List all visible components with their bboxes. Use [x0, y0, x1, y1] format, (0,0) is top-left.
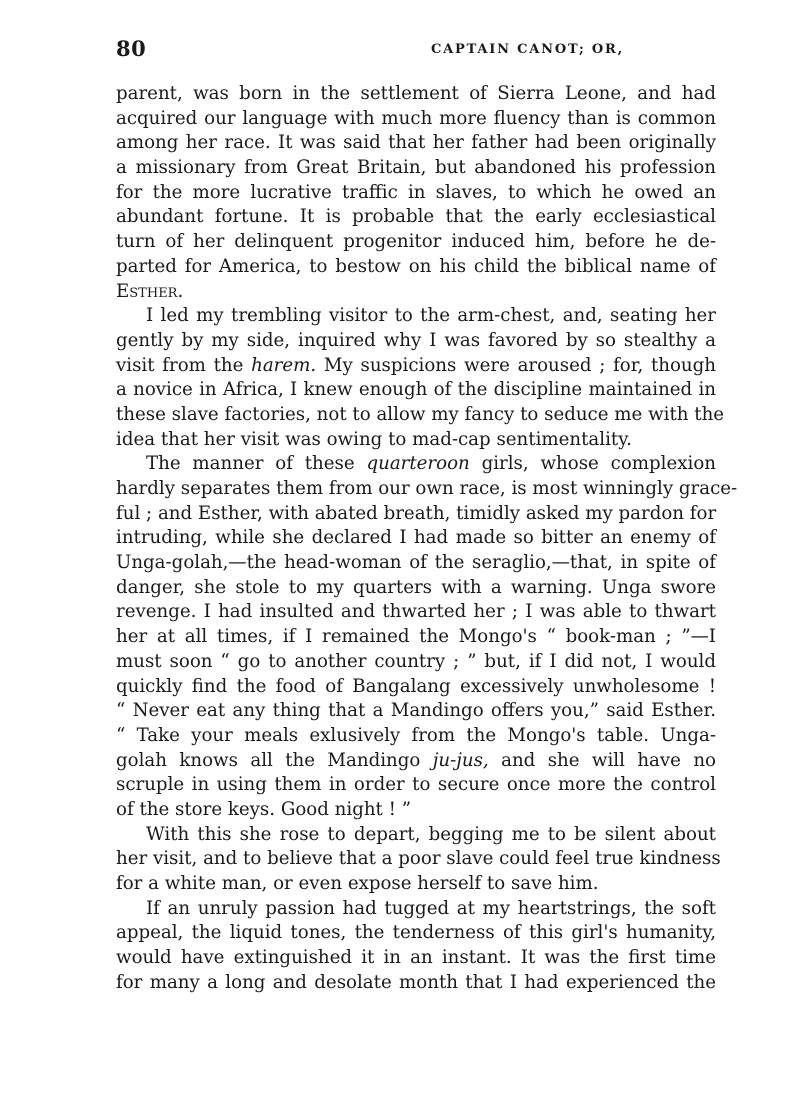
- text-line: “ Take your meals exlusively from the Mongo's table. Unga-: [116, 724, 716, 746]
- text-line: quickly find the food of Bangalang excessively unwholesome !: [116, 675, 716, 697]
- text-line: turn of her delinquent progenitor induced him, before he de-: [116, 231, 716, 253]
- text-line: for many a long and desolate month that I had experienced the: [116, 971, 716, 993]
- text-run: golah knows all the Mandingo: [116, 749, 433, 771]
- text-line: acquired our language with much more fluency than is common: [116, 107, 716, 129]
- text-line: idea that her visit was owing to mad-cap sentimentality.: [116, 428, 632, 450]
- text-line: hardly separates them from our own race, is most winningly grace-: [116, 478, 738, 499]
- text-line: her visit, and to believe that a poor slave could feel true kindness: [116, 848, 721, 870]
- paragraph-start: I led my trembling visitor to the arm-chest, and, seating her: [146, 305, 716, 327]
- text-line: intruding, while she declared I had made so bitter an enemy of: [116, 527, 716, 549]
- italic-word: quarteroon: [366, 453, 470, 475]
- body-text: [116, 82, 738, 995]
- text-line: would have extinguished it in an instant. It was the first time: [116, 947, 716, 969]
- text-line: a novice in Africa, I knew enough of the discipline maintained in: [116, 379, 716, 401]
- text-run: and she will have no: [488, 749, 716, 771]
- text-run: The manner of these: [146, 453, 367, 475]
- text-line: abundant fortune. It is probable that the early ecclesiastical: [116, 206, 716, 228]
- text-line: parted for America, to bestow on his child the biblical name of: [116, 255, 716, 277]
- italic-word: ju-jus,: [432, 749, 489, 771]
- text-line: [116, 749, 716, 774]
- text-run: visit from the: [116, 354, 252, 376]
- text-line: her at all times, if I remained the Mongo's “ book-man ; ”—I: [116, 626, 716, 648]
- text-line: appeal, the liquid tones, the tenderness of this girl's humanity,: [116, 922, 716, 944]
- text-line: revenge. I had insulted and thwarted her ; I was able to thwart: [116, 601, 716, 623]
- text-line: parent, was born in the settlement of Sierra Leone, and had: [116, 83, 716, 104]
- text-line: Esther.: [116, 280, 184, 302]
- text-line: Unga-golah,—the head-woman of the seraglio,—that, in spite of: [116, 552, 716, 574]
- text-line: ful ; and Esther, with abated breath, timidly asked my pardon for: [116, 502, 717, 524]
- text-line: danger, she stole to my quarters with a warning. Unga swore: [116, 576, 716, 598]
- italic-word: harem.: [251, 354, 317, 376]
- text-line: gently by my side, inquired why I was favored by so stealthy a: [116, 329, 716, 351]
- text-line: a missionary from Great Britain, but abandoned his profession: [116, 157, 716, 179]
- text-line: among her race. It was said that her father had been originally: [116, 132, 716, 154]
- page-header: [116, 36, 716, 66]
- text-line: for the more lucrative traffic in slaves, to which he owed an: [116, 181, 716, 203]
- running-head: CAPTAIN CANOT; OR,: [431, 42, 624, 57]
- text-run: girls, whose complexion: [469, 453, 716, 475]
- text-line: these slave factories, not to allow my fancy to seduce me with the: [116, 403, 725, 425]
- text-line: “ Never eat any thing that a Mandingo offers you,” said Esther.: [116, 700, 716, 722]
- text-line: scruple in using them in order to secure once more the control: [116, 774, 716, 796]
- paragraph-start: [116, 452, 716, 477]
- text-line: must soon “ go to another country ; ” but, if I did not, I would: [116, 650, 716, 672]
- text-line: [116, 354, 716, 379]
- text-line: of the store keys. Good night ! ”: [116, 798, 412, 820]
- paragraph-start: With this she rose to depart, begging me to be silent about: [146, 823, 716, 845]
- text-run: My suspicions were aroused ; for, though: [316, 354, 716, 376]
- page-number: 80: [116, 36, 147, 61]
- text-line: for a white man, or even expose herself to save him.: [116, 873, 599, 894]
- paragraph-start: If an unruly passion had tugged at my heartstrings, the soft: [146, 897, 716, 919]
